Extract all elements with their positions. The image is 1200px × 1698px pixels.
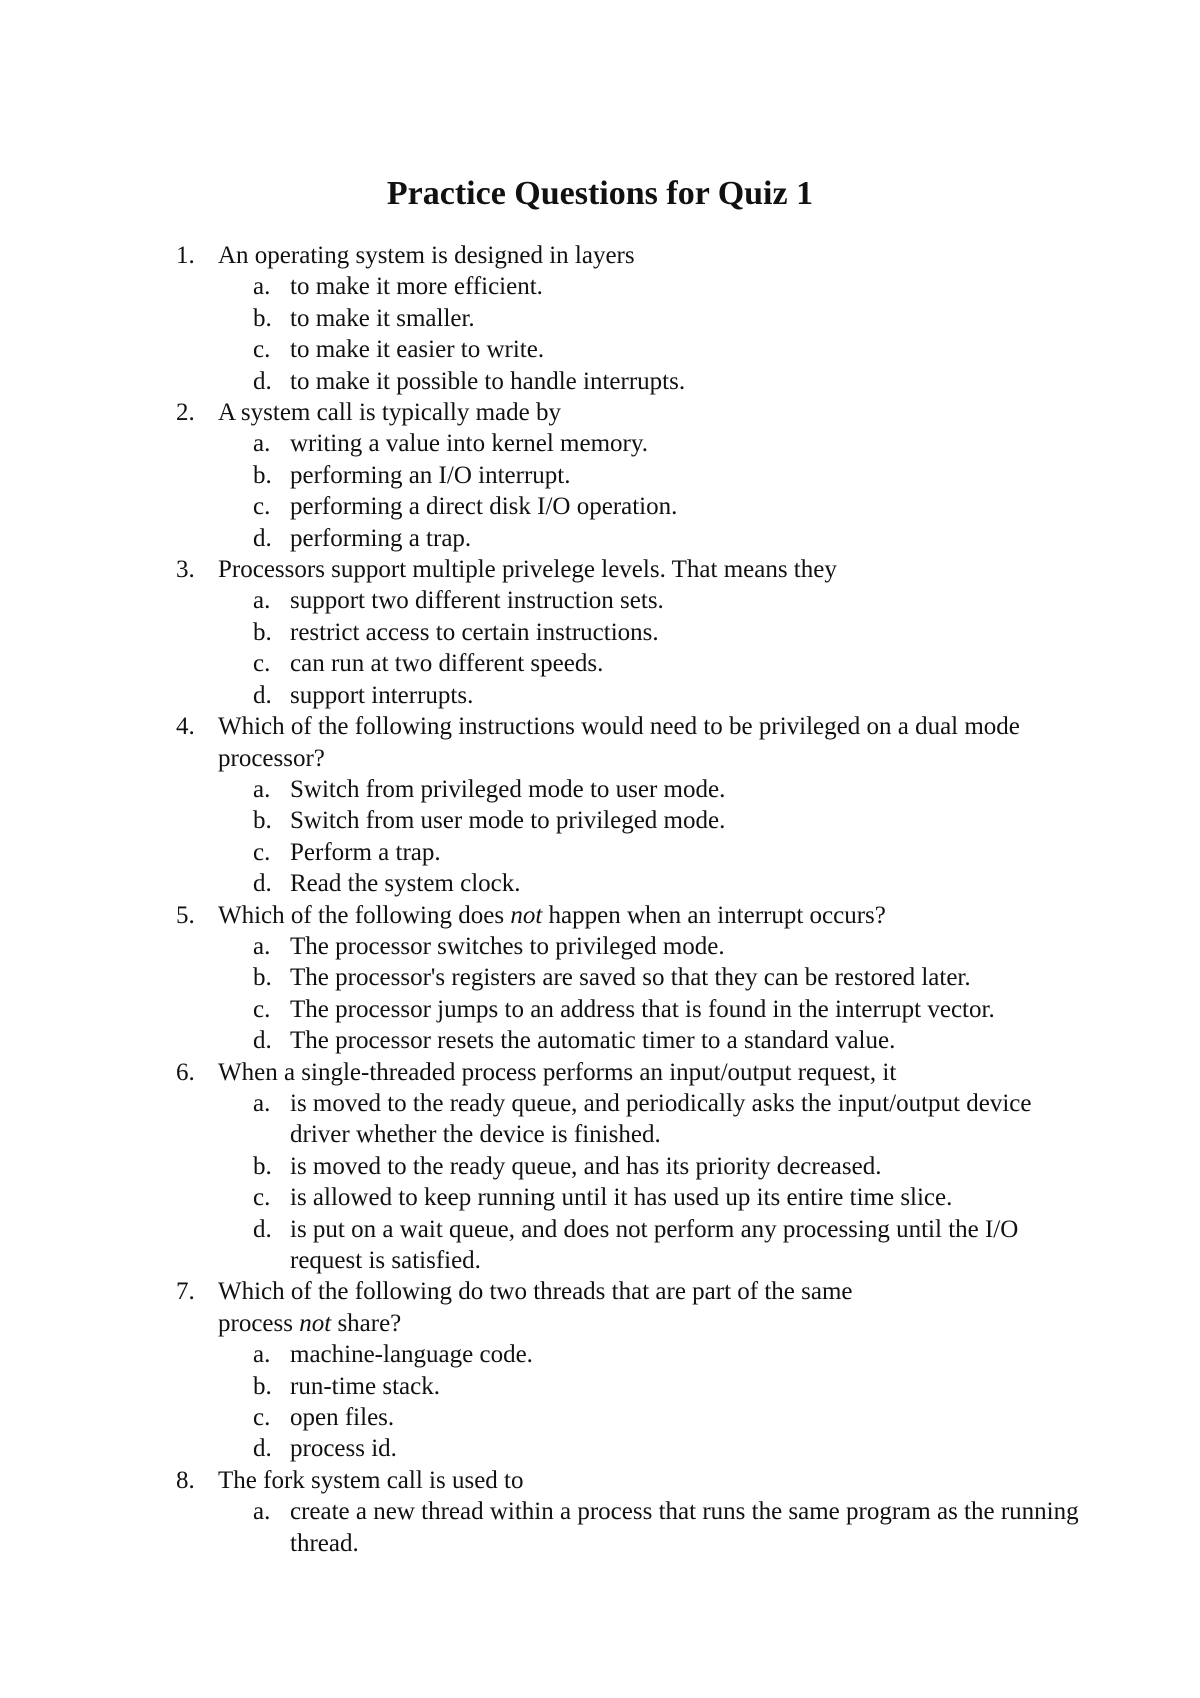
question-4 xyxy=(0,711,1060,774)
answer-option xyxy=(0,648,1080,679)
option-letter: c. xyxy=(253,1184,271,1212)
option-text: restrict access to certain instructions. xyxy=(290,618,659,646)
option-letter: d. xyxy=(253,524,272,552)
option-text: machine-language code. xyxy=(290,1341,533,1369)
answer-option xyxy=(0,366,1080,397)
option-text: The processor resets the automatic timer to a standard value. xyxy=(290,1027,896,1055)
option-text: open files. xyxy=(290,1404,395,1432)
option-letter: a. xyxy=(253,273,271,301)
option-text: The processor's registers are saved so that they can be restored later. xyxy=(290,964,971,992)
option-letter: d. xyxy=(253,870,272,898)
question-number: 2. xyxy=(176,399,195,427)
question-text-part: Which of the following do two threads that are part of the same xyxy=(218,1278,853,1306)
answer-option xyxy=(0,962,1080,993)
question-5 xyxy=(0,900,1060,931)
option-text: create a new thread within a process that runs the same program as the running thread. xyxy=(290,1498,1079,1557)
question-emphasis: not xyxy=(299,1309,332,1337)
question-text xyxy=(218,902,886,929)
answer-option xyxy=(0,1371,1080,1402)
answer-option xyxy=(0,585,1080,616)
option-letter: c. xyxy=(253,493,271,521)
option-text: can run at two different speeds. xyxy=(290,650,604,678)
question-8 xyxy=(0,1465,1060,1496)
question-3 xyxy=(0,554,1060,585)
option-letter: b. xyxy=(253,304,272,332)
answer-option xyxy=(0,303,1080,334)
answer-option xyxy=(0,837,1080,868)
option-text: is moved to the ready queue, and has its priority decreased. xyxy=(290,1152,882,1180)
question-text: When a single-threaded process performs an input/output request, it xyxy=(218,1058,897,1086)
option-text: is put on a wait queue, and does not perform any processing until the I/O request is satisfied. xyxy=(290,1215,1019,1274)
option-text: to make it smaller. xyxy=(290,304,475,332)
answer-option xyxy=(0,1402,1080,1433)
option-text: Switch from user mode to privileged mode. xyxy=(290,807,726,835)
option-text: is moved to the ready queue, and periodically asks the input/output device driver whether the device is finished. xyxy=(290,1089,1032,1149)
question-emphasis: not xyxy=(510,901,543,929)
option-text: Perform a trap. xyxy=(290,838,441,866)
question-text: An operating system is designed in layers xyxy=(218,242,635,269)
answer-option xyxy=(0,460,1080,491)
option-text: The processor switches to privileged mode. xyxy=(290,932,725,960)
option-text: to make it more efficient. xyxy=(290,273,543,301)
option-letter: c. xyxy=(253,838,271,866)
option-text: Switch from privileged mode to user mode. xyxy=(290,775,726,803)
option-letter: a. xyxy=(253,1089,271,1117)
option-letter: b. xyxy=(253,1372,272,1400)
question-1 xyxy=(0,240,1060,271)
question-number: 8. xyxy=(176,1466,195,1494)
question-number: 5. xyxy=(176,901,195,929)
question-text: A system call is typically made by xyxy=(218,399,561,427)
option-letter: a. xyxy=(253,775,271,803)
option-letter: a. xyxy=(253,430,271,458)
option-letter: c. xyxy=(253,650,271,678)
question-6 xyxy=(0,1057,1060,1088)
option-text: support two different instruction sets. xyxy=(290,587,664,615)
option-text: The processor jumps to an address that is found in the interrupt vector. xyxy=(290,995,995,1023)
option-letter: a. xyxy=(253,587,271,615)
option-text: Read the system clock. xyxy=(290,870,521,898)
option-text: writing a value into kernel memory. xyxy=(290,430,648,458)
answer-option xyxy=(0,868,1080,899)
answer-option xyxy=(0,1496,1080,1559)
question-list xyxy=(0,240,1200,1559)
answer-option xyxy=(0,1088,1080,1151)
question-text: Processors support multiple privelege levels. That means they xyxy=(218,556,837,584)
answer-option xyxy=(0,1151,1080,1182)
answer-option xyxy=(0,428,1080,459)
answer-option xyxy=(0,334,1080,365)
answer-option xyxy=(0,774,1080,805)
question-number: 6. xyxy=(176,1058,195,1086)
answer-option xyxy=(0,994,1080,1025)
option-letter: b. xyxy=(253,964,272,992)
answer-option xyxy=(0,1025,1080,1056)
option-letter: a. xyxy=(253,1498,271,1526)
option-letter: d. xyxy=(253,367,272,395)
question-text-part: share? xyxy=(331,1309,402,1337)
option-letter: b. xyxy=(253,618,272,646)
question-text-part: process xyxy=(218,1309,300,1337)
option-letter: d. xyxy=(253,1435,272,1463)
option-letter: d. xyxy=(253,681,272,709)
question-text: The fork system call is used to xyxy=(218,1466,524,1494)
option-text: performing a direct disk I/O operation. xyxy=(290,493,678,521)
option-text: run-time stack. xyxy=(290,1372,440,1400)
answer-option xyxy=(0,1214,1080,1277)
answer-option xyxy=(0,1339,1080,1370)
answer-option xyxy=(0,680,1080,711)
question-number: 4. xyxy=(176,713,195,741)
option-text: performing a trap. xyxy=(290,524,472,552)
option-text: support interrupts. xyxy=(290,681,474,709)
option-text: process id. xyxy=(290,1435,397,1463)
answer-option xyxy=(0,1433,1080,1464)
answer-option xyxy=(0,617,1080,648)
document-title: Practice Questions for Quiz 1 xyxy=(386,175,814,212)
option-text: to make it possible to handle interrupts. xyxy=(290,367,686,395)
option-text: to make it easier to write. xyxy=(290,336,545,364)
question-7 xyxy=(0,1276,1060,1339)
question-text xyxy=(218,1278,853,1336)
option-text: is allowed to keep running until it has used up its entire time slice. xyxy=(290,1184,953,1212)
answer-option xyxy=(0,1182,1080,1213)
option-letter: c. xyxy=(253,336,271,364)
answer-option xyxy=(0,931,1080,962)
question-number: 1. xyxy=(176,242,195,269)
option-letter: c. xyxy=(253,1404,271,1432)
option-text: performing an I/O interrupt. xyxy=(290,461,571,489)
question-text-part: happen when an interrupt occurs? xyxy=(542,901,886,929)
option-letter: b. xyxy=(253,461,272,489)
question-text-part: Which of the following does xyxy=(218,901,511,929)
answer-option xyxy=(0,491,1080,522)
answer-option xyxy=(0,271,1080,302)
option-letter: c. xyxy=(253,995,271,1023)
question-2 xyxy=(0,397,1060,428)
question-number: 7. xyxy=(176,1278,195,1306)
option-letter: a. xyxy=(253,932,271,960)
option-letter: d. xyxy=(253,1215,272,1243)
option-letter: a. xyxy=(253,1341,271,1369)
answer-option xyxy=(0,523,1080,554)
option-letter: b. xyxy=(253,807,272,835)
question-number: 3. xyxy=(176,556,195,584)
answer-option xyxy=(0,805,1080,836)
question-text: Which of the following instructions would need to be privileged on a dual mode processor? xyxy=(218,713,1020,772)
option-letter: b. xyxy=(253,1152,272,1180)
option-letter: d. xyxy=(253,1027,272,1055)
